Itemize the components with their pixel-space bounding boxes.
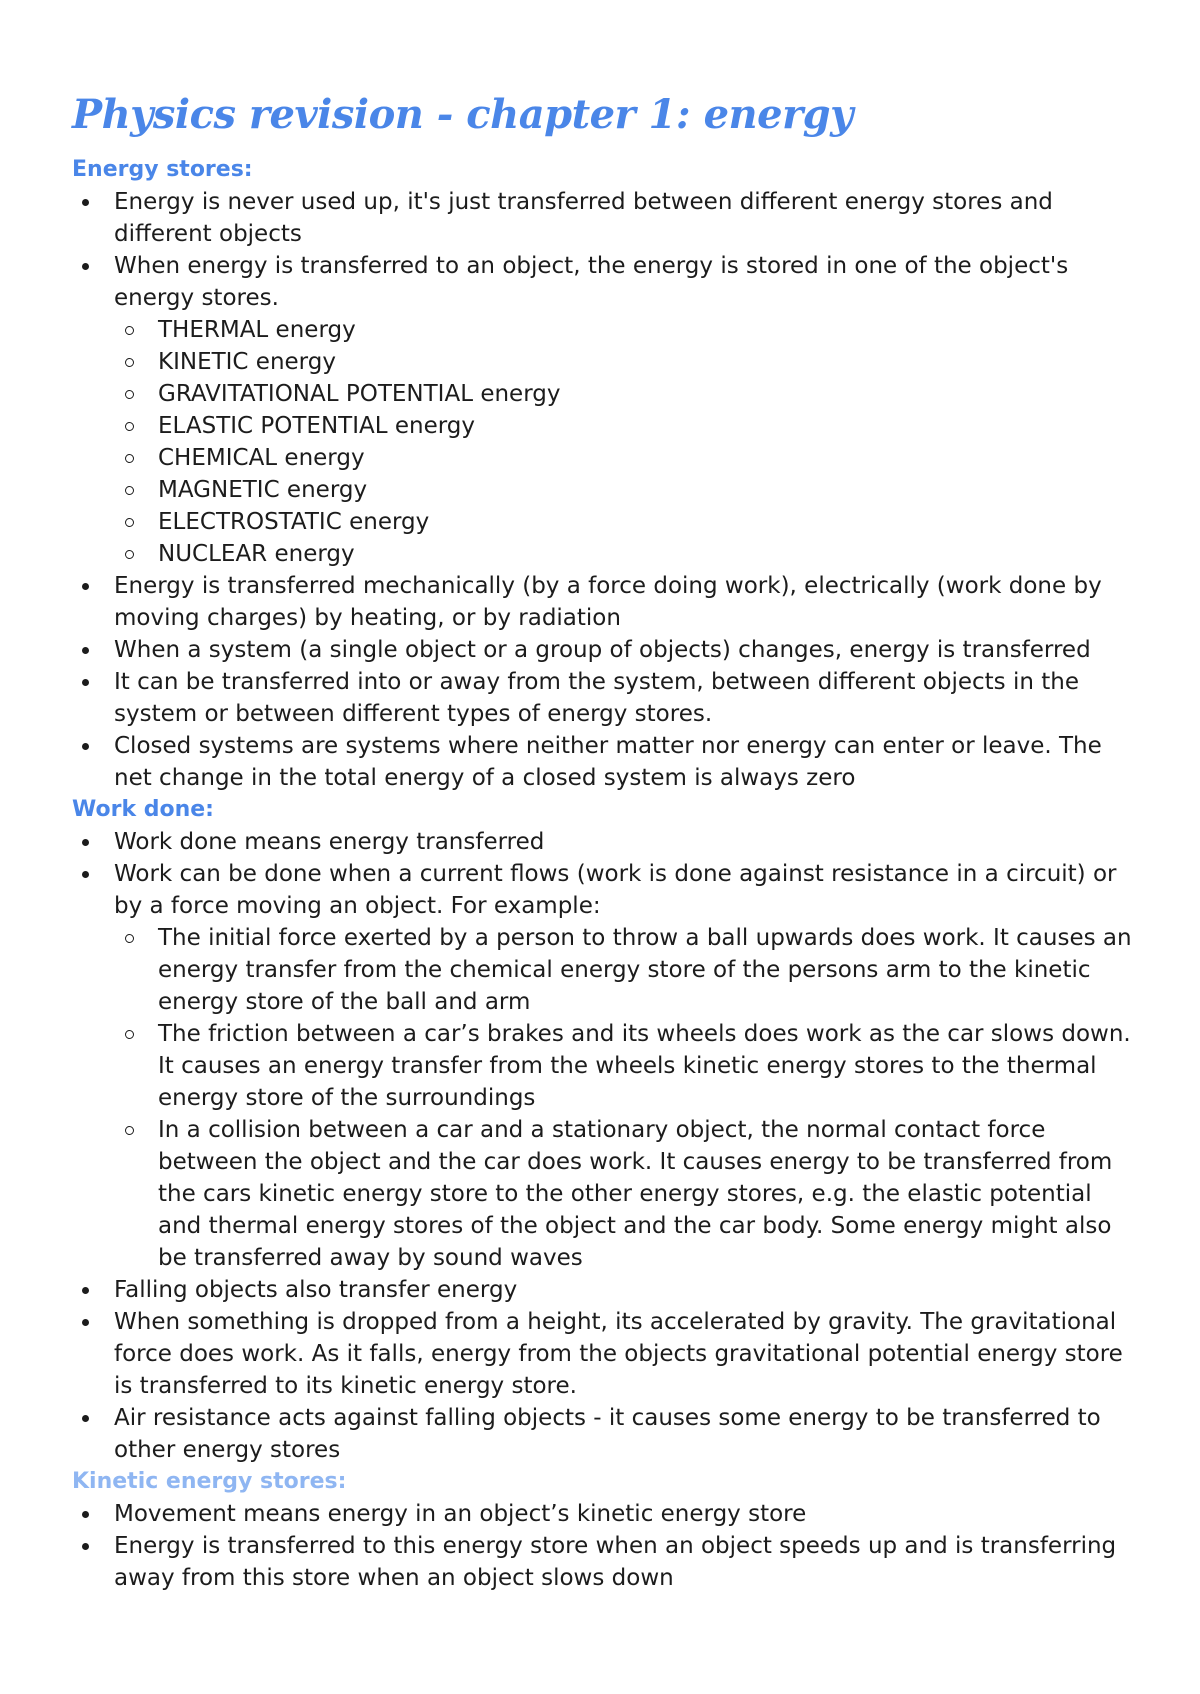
list-item: It can be transferred into or away from the system, between different objects in the system or between different types of energy stores. [72, 666, 1140, 730]
list-item: Work done means energy transferred [72, 826, 1140, 858]
work-done-list [72, 826, 1140, 1466]
list-item: Energy is transferred mechanically (by a force doing work), electrically (work done by moving charges) by heating, or by radiation [72, 570, 1140, 634]
sub-list-item: THERMAL energy [114, 314, 1140, 346]
section-heading-energy-stores: Energy stores: [72, 157, 253, 182]
work-done-examples-list [114, 922, 1140, 1274]
list-item [72, 250, 1140, 570]
list-item: Closed systems are systems where neither matter nor energy can enter or leave. The net change in the total energy of a closed system is always zero [72, 730, 1140, 794]
sub-list-item: The friction between a car’s brakes and its wheels does work as the car slows down. It causes an energy transfer from the wheels kinetic energy stores to the thermal energy store of the surroundings [114, 1018, 1140, 1114]
sub-list-item: GRAVITATIONAL POTENTIAL energy [114, 378, 1140, 410]
energy-stores-list [72, 186, 1140, 794]
sub-list-item: ELECTROSTATIC energy [114, 506, 1140, 538]
kinetic-energy-list [72, 1498, 1140, 1594]
sub-list-item: In a collision between a car and a stationary object, the normal contact force between the object and the car does work. It causes energy to be transferred from the cars kinetic energy store to the other energy stores, e.g. the elastic potential and thermal energy stores of the object and the car body. Some energy might also be transferred away by sound waves [114, 1114, 1140, 1274]
list-item [72, 858, 1140, 1274]
page-title: Physics revision - chapter 1: energy [72, 91, 853, 138]
list-item: Air resistance acts against falling objects - it causes some energy to be transferred to other energy stores [72, 1402, 1140, 1466]
section-heading-work-done: Work done: [72, 797, 214, 822]
list-item-text: When energy is transferred to an object, the energy is stored in one of the object's energy stores. [114, 253, 1069, 311]
sub-list-item: The initial force exerted by a person to throw a ball upwards does work. It causes an energy transfer from the chemical energy store of the persons arm to the kinetic energy store of the ball and arm [114, 922, 1140, 1018]
list-item: Energy is never used up, it's just transferred between different energy stores and different objects [72, 186, 1140, 250]
energy-store-types-list [114, 314, 1140, 570]
sub-list-item: KINETIC energy [114, 346, 1140, 378]
list-item-text: Work can be done when a current flows (work is done against resistance in a circuit) or by a force moving an object. For example: [114, 861, 1117, 919]
list-item: Energy is transferred to this energy store when an object speeds up and is transferring away from this store when an object slows down [72, 1530, 1140, 1594]
list-item: When something is dropped from a height, its accelerated by gravity. The gravitational force does work. As it falls, energy from the objects gravitational potential energy store is transferred to its kinetic energy store. [72, 1306, 1140, 1402]
sub-list-item: MAGNETIC energy [114, 474, 1140, 506]
list-item: Movement means energy in an object’s kinetic energy store [72, 1498, 1140, 1530]
list-item: When a system (a single object or a group of objects) changes, energy is transferred [72, 634, 1140, 666]
sub-list-item: ELASTIC POTENTIAL energy [114, 410, 1140, 442]
sub-list-item: NUCLEAR energy [114, 538, 1140, 570]
sub-list-item: CHEMICAL energy [114, 442, 1140, 474]
section-heading-kinetic-energy-stores: Kinetic energy stores: [72, 1469, 347, 1494]
list-item: Falling objects also transfer energy [72, 1274, 1140, 1306]
